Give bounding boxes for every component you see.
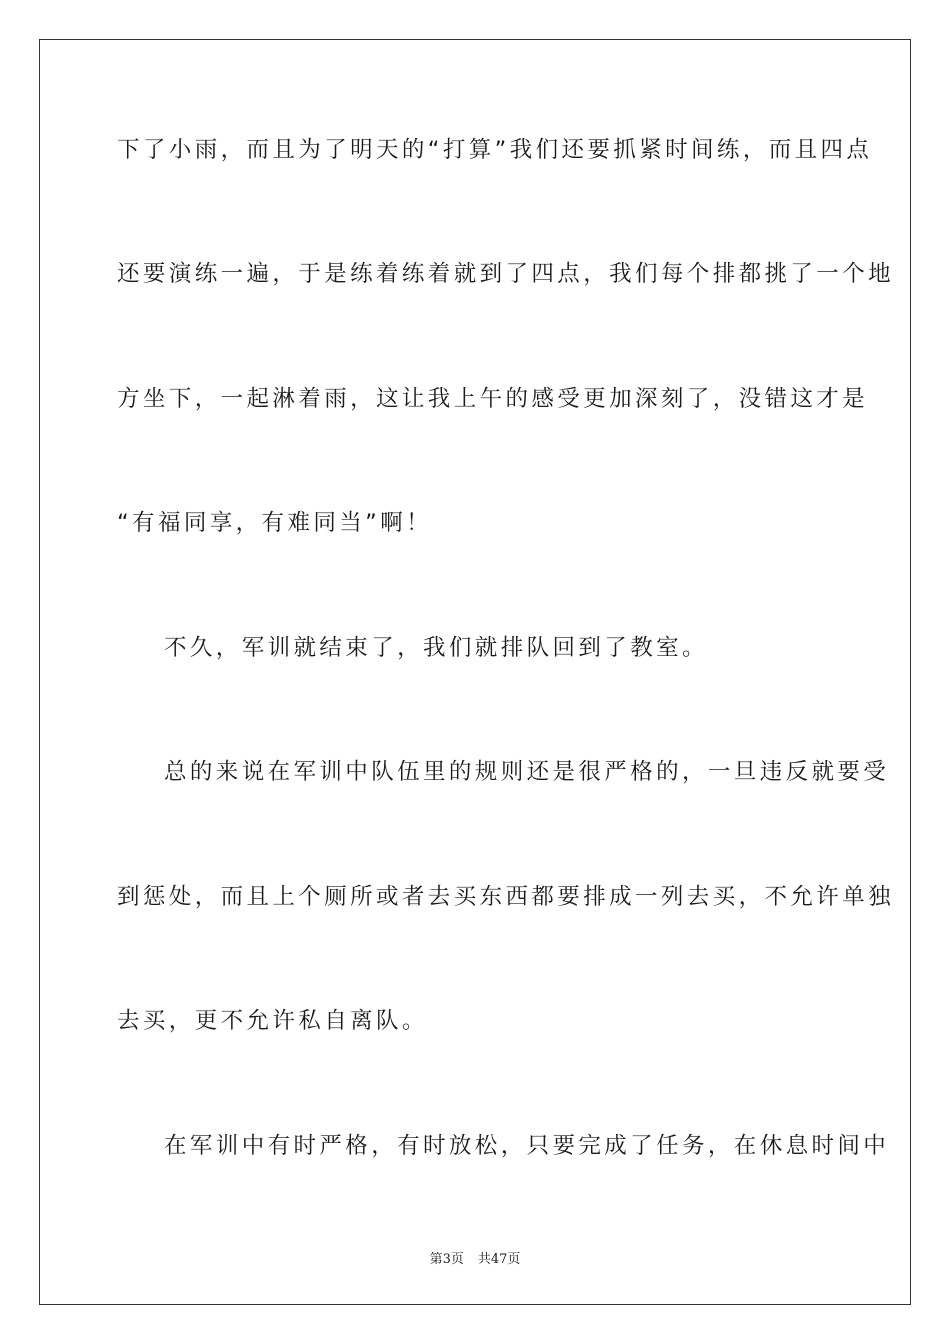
total-pages-label: 共47页 xyxy=(477,1252,521,1267)
text-line-6: 总的来说在军训中队伍里的规则还是很严格的，一旦违反就要受 xyxy=(164,759,890,785)
text-line-9: 在军训中有时严格，有时放松，只要完成了任务，在休息时间中 xyxy=(164,1133,890,1159)
text-line-7: 到惩处，而且上个厕所或者去买东西都要排成一列去买，不允许单独 xyxy=(117,884,895,910)
text-line-4: “有福同享，有难同当”啊！ xyxy=(117,510,433,536)
text-line-3: 方坐下，一起淋着雨，这让我上午的感受更加深刻了，没错这才是 xyxy=(117,386,869,412)
current-page-label: 第3页 xyxy=(429,1252,464,1267)
text-line-1: 下了小雨，而且为了明天的“打算”我们还要抓紧时间练，而且四点 xyxy=(117,137,873,163)
text-line-8: 去买，更不允许私自离队。 xyxy=(117,1008,428,1034)
text-line-5: 不久，军训就结束了，我们就排队回到了教室。 xyxy=(164,635,708,661)
text-line-2: 还要演练一遍，于是练着练着就到了四点，我们每个排都挑了一个地 xyxy=(117,261,895,287)
page-footer xyxy=(0,1248,950,1267)
page-border xyxy=(39,39,911,1305)
